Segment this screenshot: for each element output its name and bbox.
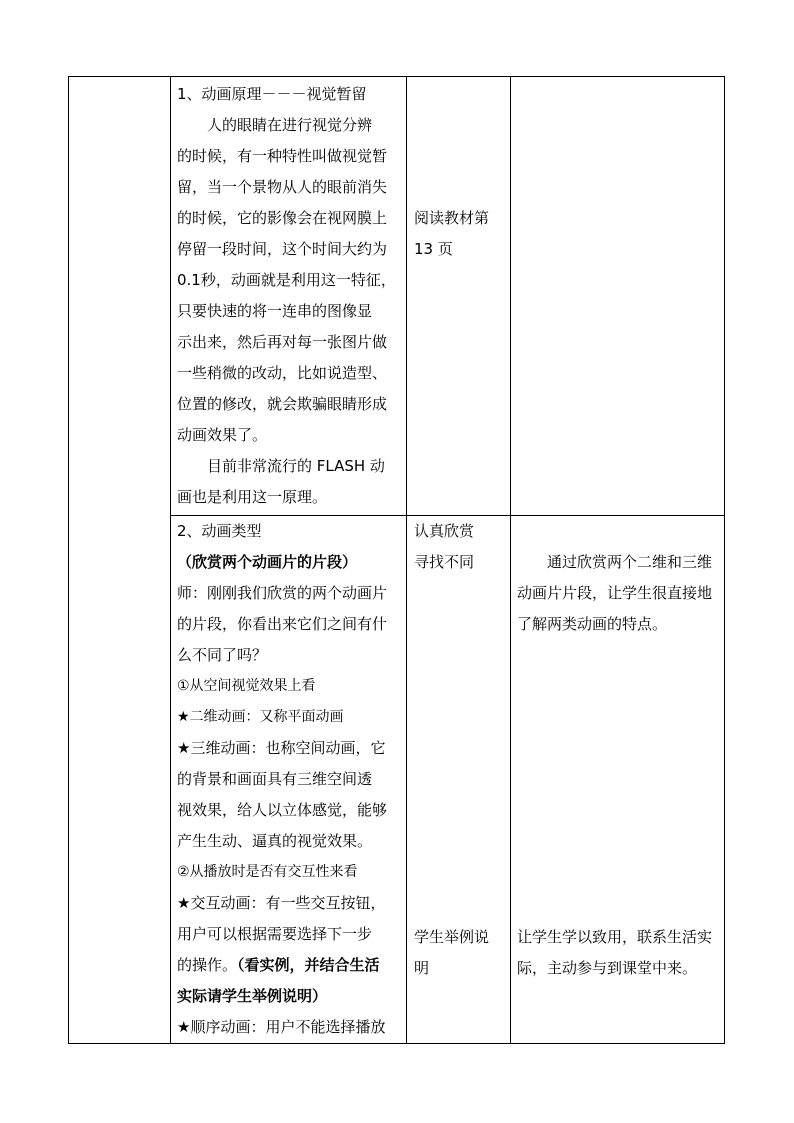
section1-heading: 1、动画原理－－－视觉暂留: [177, 85, 367, 103]
example-note: 实际请学生举例说明）: [177, 987, 328, 1005]
item-3d-animation: ★三维动画：也称空间动画，它: [177, 739, 386, 757]
paragraph-line: 0.1秒，动画就是利用这一特征，: [177, 271, 396, 289]
activity-line: 寻找不同: [414, 553, 475, 571]
point-1: ①从空间视觉效果上看: [177, 678, 316, 694]
section2-subheading: （欣赏两个动画片的片段）: [177, 553, 358, 571]
column-divider-1: [170, 77, 171, 1043]
point-2: ②从播放时是否有交互性来看: [177, 864, 358, 880]
item-sequential-animation: ★顺序动画：用户不能选择播放: [177, 1018, 386, 1036]
row2-activity2-cell: [414, 922, 508, 984]
interactive-line-end: 的操作。: [177, 956, 238, 974]
column-divider-3: [510, 77, 511, 1043]
paragraph-line: 动画效果了。: [177, 426, 268, 444]
activity-line: 明: [414, 959, 430, 977]
example-note: （看实例，并结合生活: [237, 956, 380, 974]
paragraph-line: 只要快速的将一连串的图像显: [177, 302, 373, 320]
intent-line: 了解两类动画的特点。: [517, 615, 668, 633]
paragraph-line: 停留一段时间，这个时间大约为: [177, 240, 388, 258]
item-interactive-animation: ★交互动画：有一些交互按钮，: [177, 894, 386, 912]
lesson-plan-table: [68, 76, 725, 1044]
row2-activity1-cell: [414, 516, 508, 578]
row2-intent1-cell: [517, 547, 723, 640]
paragraph-line: 用户可以根据需要选择下一步: [177, 925, 373, 943]
paragraph-line: 人的眼睛在进行视觉分辨: [207, 116, 373, 134]
activity-line: 认真欣赏: [414, 522, 475, 540]
row2-intent2-cell: [517, 922, 723, 984]
intent-line: 通过欣赏两个二维和三维: [547, 553, 713, 571]
paragraph-line: 示出来，然后再对每一张图片做: [177, 333, 388, 351]
paragraph-line: [177, 950, 405, 981]
paragraph-line: 的时候，它的影像会在视网膜上: [177, 209, 388, 227]
paragraph-line: 的时候，有一种特性叫做视觉暂: [177, 147, 388, 165]
row1-activity-cell: [414, 203, 508, 265]
paragraph-line: 么不同了吗？: [177, 646, 268, 664]
paragraph-line: 视效果，给人以立体感觉，能够: [177, 801, 388, 819]
paragraph-line: 画也是利用这一原理。: [177, 488, 328, 506]
section2-heading: 2、动画类型: [177, 522, 262, 540]
paragraph-line: 产生生动、逼真的视觉效果。: [177, 832, 373, 850]
paragraph-line: 师：刚刚我们欣赏的两个动画片: [177, 584, 388, 602]
paragraph-line: 的片段，你看出来它们之间有什: [177, 615, 388, 633]
paragraph-line: 的背景和画面具有三维空间透: [177, 770, 373, 788]
row2-content-cell: [177, 516, 405, 1043]
activity-line: 13 页: [414, 240, 453, 258]
paragraph-line: 留，当一个景物从人的眼前消失: [177, 178, 388, 196]
intent-line: 际，主动参与到课堂中来。: [517, 959, 698, 977]
activity-line: 阅读教材第: [414, 209, 490, 227]
column-divider-2: [406, 77, 407, 1043]
intent-line: 让学生学以致用，联系生活实: [517, 928, 713, 946]
paragraph-line: 位置的修改，就会欺骗眼睛形成: [177, 395, 388, 413]
row1-content-cell: [177, 79, 405, 513]
item-2d-animation: ★二维动画：又称平面动画: [177, 709, 344, 725]
paragraph-line: 目前非常流行的 FLASH 动: [207, 457, 385, 475]
intent-line: 动画片片段，让学生很直接地: [517, 584, 713, 602]
activity-line: 学生举例说: [414, 928, 490, 946]
paragraph-line: 一些稍微的改动，比如说造型、: [177, 364, 388, 382]
